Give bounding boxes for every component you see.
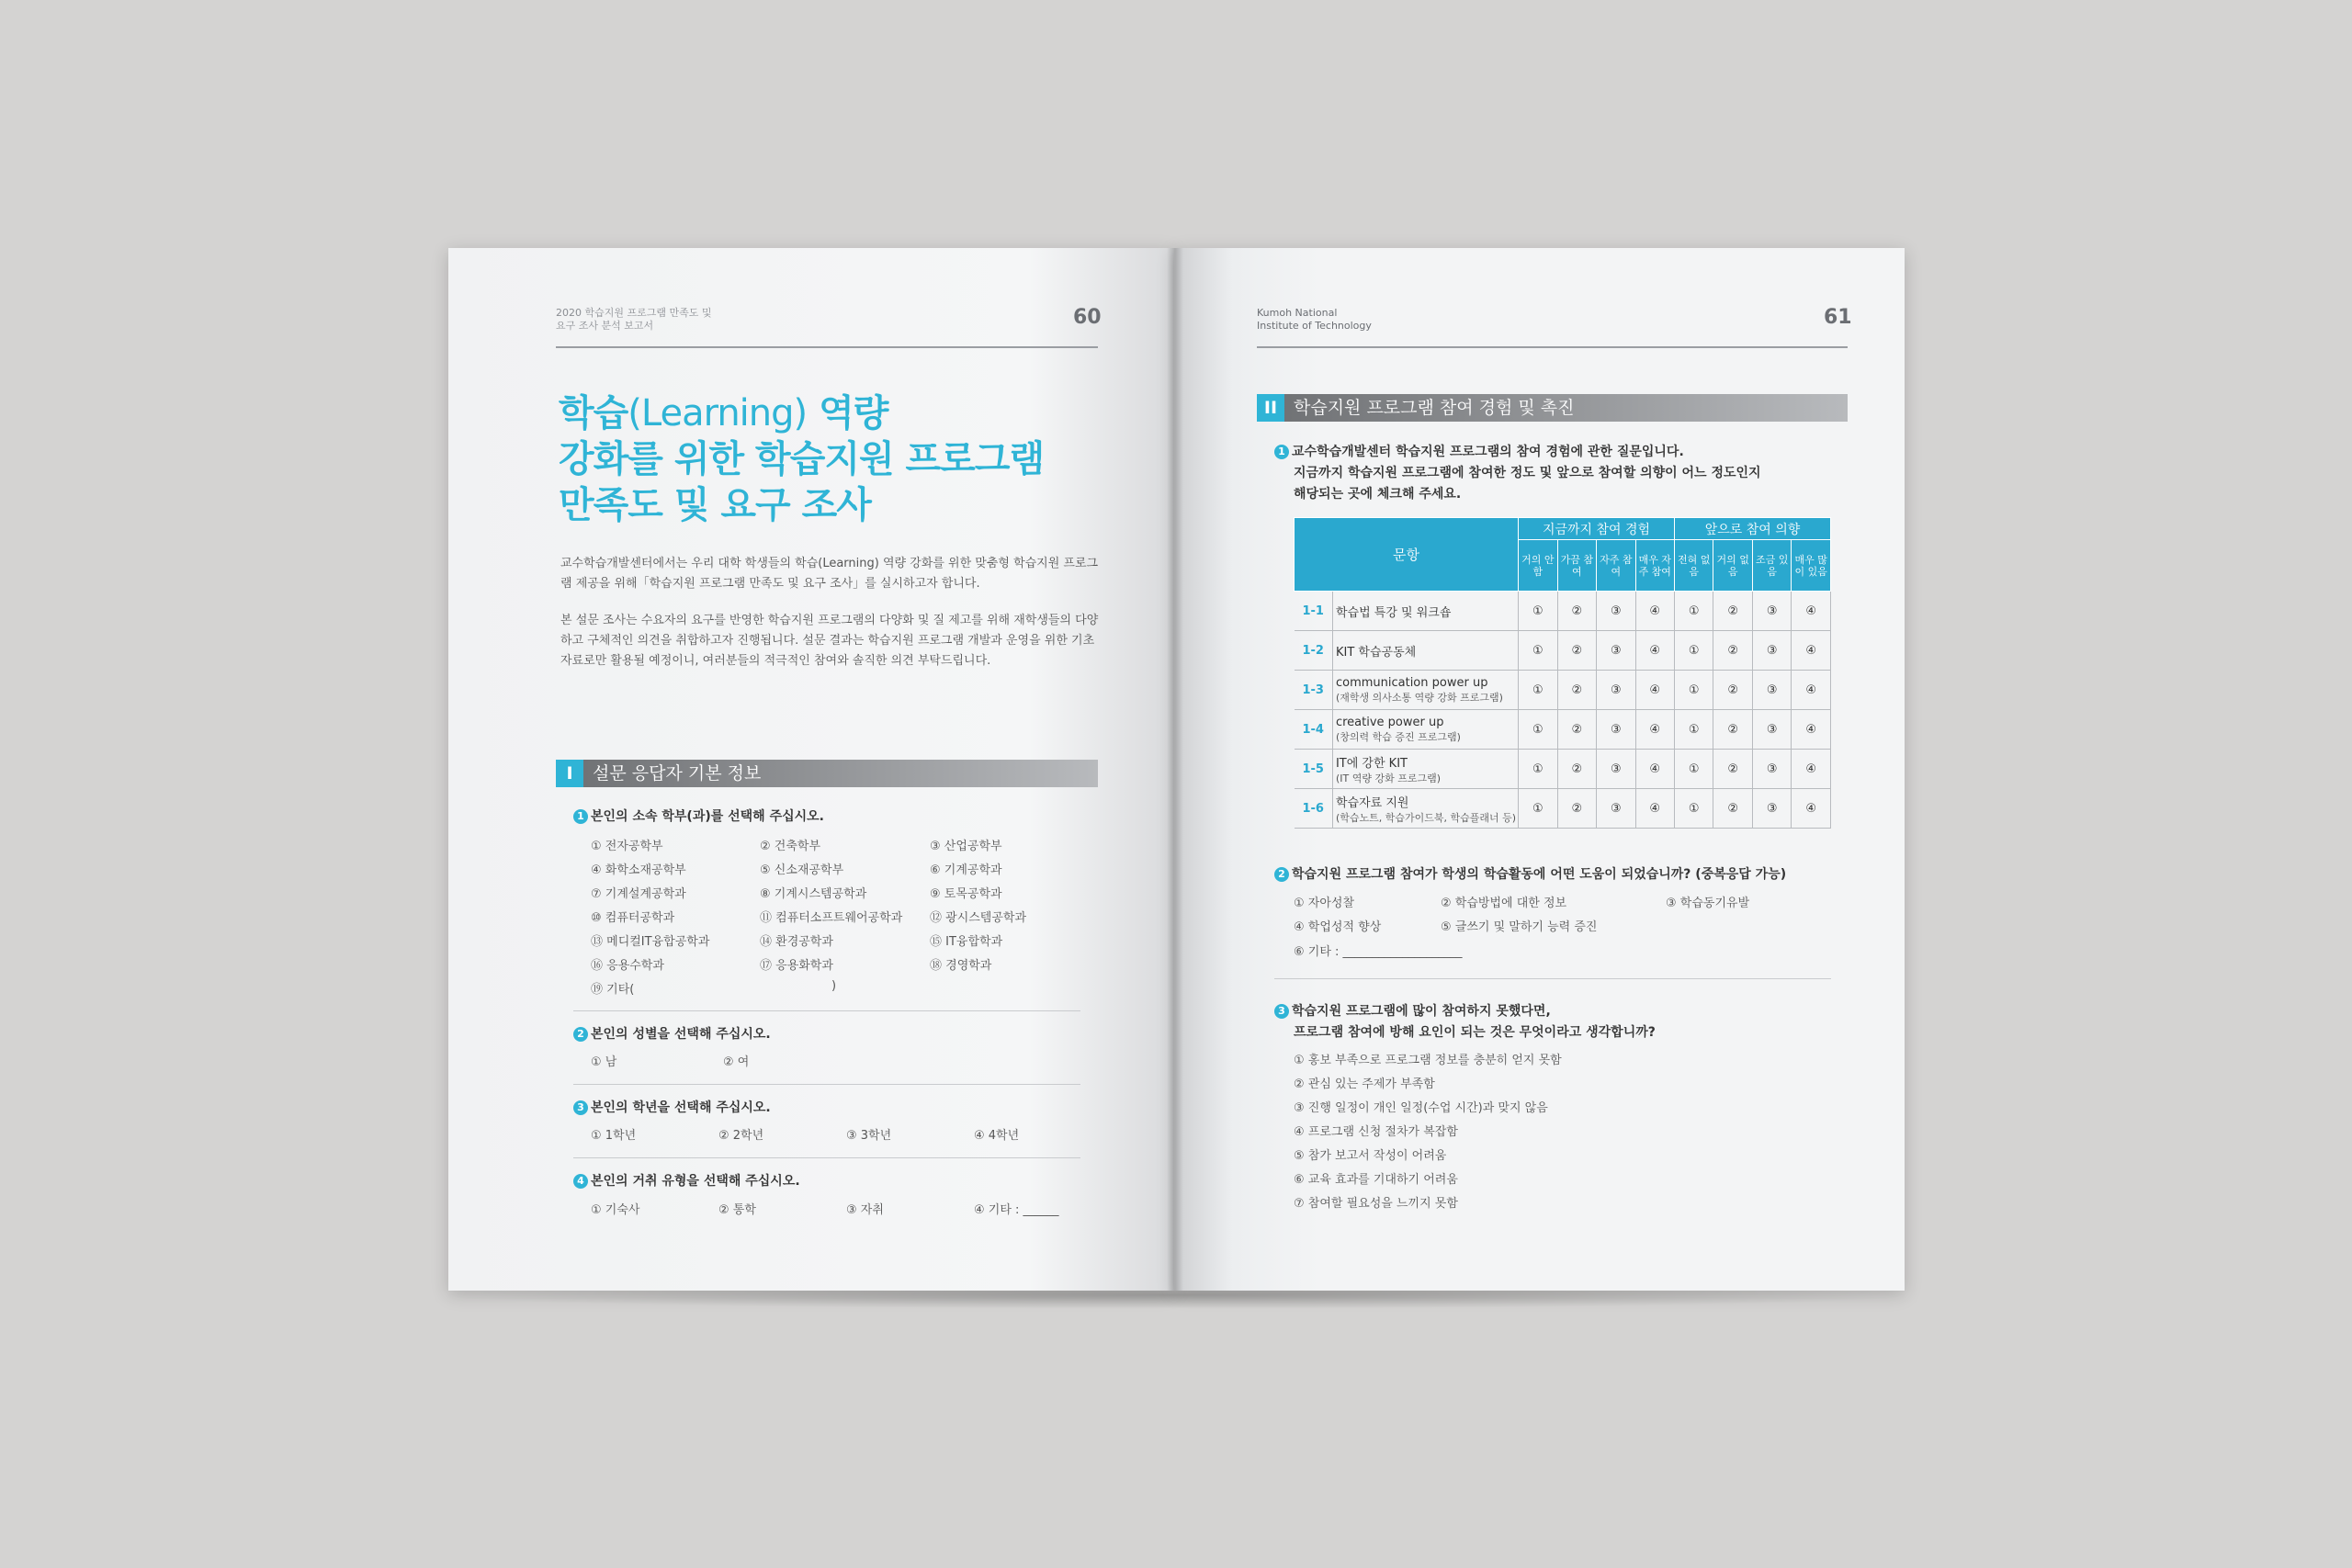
- row-id: 1-3: [1295, 671, 1333, 710]
- help-option-3[interactable]: ③ 학습동기유발: [1666, 897, 1750, 910]
- rating-option[interactable]: ②: [1713, 671, 1752, 710]
- rating-option[interactable]: ②: [1713, 710, 1752, 750]
- rating-option[interactable]: ①: [1675, 592, 1713, 631]
- residence-option-dorm[interactable]: ① 기숙사: [591, 1203, 640, 1217]
- row-item-note: (IT 역량 강화 프로그램): [1335, 772, 1442, 784]
- department-option[interactable]: ⑮ IT융합학과: [930, 935, 1003, 949]
- rating-option[interactable]: ①: [1519, 710, 1557, 750]
- table-subheader: 가끔 참여: [1557, 540, 1596, 592]
- separator: [573, 1084, 1080, 1085]
- book-gutter: [1167, 248, 1183, 1291]
- right-running-header: [1257, 307, 1372, 333]
- rating-option[interactable]: ②: [1713, 592, 1752, 631]
- rating-option[interactable]: ④: [1792, 750, 1831, 789]
- right-question-3: [1274, 1001, 1656, 1043]
- department-option[interactable]: ⑤ 신소재공학부: [760, 863, 844, 877]
- department-option[interactable]: ⑨ 토목공학과: [930, 887, 1002, 901]
- table-header-group1: 지금까지 참여 경험: [1519, 518, 1675, 540]
- residence-option-commute[interactable]: ② 통학: [718, 1203, 756, 1217]
- left-question-3-text: 본인의 학년을 선택해 주십시오.: [591, 1100, 771, 1115]
- intro-paragraph-2: 본 설문 조사는 수요자의 요구를 반영한 학습지원 프로그램의 다양화 및 질 제고를 위해 재학생들의 다양하고 구체적인 의견을 취합하고자 진행됩니다. 설문 결과는 학습지원 프로그램 개발과 운영을 위한 기초 자료로만 활용될 예정이니, 여러분들의 적극적인 참여와 솔직한 의견 부탁드립니다.: [560, 614, 1099, 668]
- rating-option[interactable]: ②: [1713, 631, 1752, 671]
- row-item-name: communication power up: [1335, 675, 1488, 690]
- row-id: 1-5: [1295, 750, 1333, 789]
- help-option-4[interactable]: ④ 학업성적 향상: [1294, 920, 1382, 934]
- section-2-title: 학습지원 프로그램 참여 경험 및 촉진: [1294, 398, 1575, 418]
- rating-option[interactable]: ④: [1792, 671, 1831, 710]
- barrier-option[interactable]: ③ 진행 일정이 개인 일정(수업 시간)과 맞지 않음: [1294, 1101, 1548, 1115]
- table-row: [1295, 710, 1831, 750]
- department-option[interactable]: ④ 화학소재공학부: [591, 863, 686, 877]
- question-number-badge: 3: [573, 1100, 588, 1115]
- gender-option-female[interactable]: ② 여: [723, 1055, 750, 1069]
- question-number-badge: 2: [573, 1027, 588, 1042]
- left-header-rule: [556, 346, 1098, 348]
- row-item-note: (창의력 학습 증진 프로그램): [1335, 730, 1461, 743]
- table-row: [1295, 592, 1831, 631]
- table-header-item: 문항: [1295, 518, 1519, 592]
- right-question-3-line1: 학습지원 프로그램에 많이 참여하지 못했다면,: [1292, 1004, 1551, 1019]
- left-question-4: [573, 1171, 800, 1190]
- barrier-option[interactable]: ② 관심 있는 주제가 부족함: [1294, 1077, 1435, 1091]
- participation-table: [1294, 517, 1831, 829]
- row-item-name: 학습법 특강 및 워크숍: [1335, 605, 1452, 620]
- rating-option[interactable]: ①: [1519, 592, 1557, 631]
- row-item: [1332, 592, 1518, 631]
- row-item-name: IT에 강한 KIT: [1335, 756, 1408, 771]
- help-option-other[interactable]: ⑥ 기타 : ____________________: [1294, 945, 1463, 959]
- right-page-number: 61: [1824, 306, 1852, 329]
- rating-option[interactable]: ②: [1557, 671, 1596, 710]
- left-question-3: [573, 1098, 771, 1116]
- department-option-other-close: ): [831, 979, 837, 993]
- row-item: [1332, 710, 1518, 750]
- rating-option[interactable]: ③: [1752, 750, 1791, 789]
- rating-option[interactable]: ④: [1635, 750, 1674, 789]
- department-option[interactable]: ⑦ 기계설계공학과: [591, 887, 686, 901]
- right-question-2-text: 학습지원 프로그램 참여가 학생의 학습활동에 어떤 도움이 되었습니까? (중복응답 가능): [1292, 867, 1787, 882]
- question-number-badge: 1: [573, 809, 588, 824]
- row-item: [1332, 631, 1518, 671]
- row-item-note: (학습노트, 학습가이드북, 학습플래너 등): [1335, 811, 1517, 824]
- rating-option[interactable]: ①: [1519, 671, 1557, 710]
- department-option[interactable]: ⑪ 컴퓨터소프트웨어공학과: [760, 911, 903, 925]
- department-option[interactable]: ⑫ 광시스템공학과: [930, 911, 1027, 925]
- table-subheader: 매우 많이 있음: [1792, 540, 1831, 592]
- section-1-number: I: [556, 760, 583, 787]
- table-row: [1295, 750, 1831, 789]
- right-question-1-line3: 해당되는 곳에 체크해 주세요.: [1294, 487, 1462, 502]
- department-option[interactable]: ⑯ 응용수학과: [591, 959, 664, 973]
- rating-option[interactable]: ④: [1792, 710, 1831, 750]
- rating-option[interactable]: ②: [1557, 789, 1596, 829]
- department-option[interactable]: ② 건축학부: [760, 840, 821, 853]
- rating-option[interactable]: ③: [1597, 631, 1635, 671]
- grade-option-4[interactable]: ④ 4학년: [974, 1129, 1020, 1143]
- rating-option[interactable]: ②: [1557, 631, 1596, 671]
- row-item-name: creative power up: [1335, 715, 1444, 729]
- section-2-bar: [1257, 394, 1848, 422]
- title-part-c: 역량: [807, 392, 888, 434]
- question-number-badge: 4: [573, 1174, 588, 1189]
- title-line2: 강화를 위한 학습지원 프로그램: [559, 438, 1045, 480]
- department-option[interactable]: ⑱ 경영학과: [930, 959, 992, 973]
- barrier-option[interactable]: ① 홍보 부족으로 프로그램 정보를 충분히 얻지 못함: [1294, 1054, 1562, 1067]
- row-item-name: 학습자료 지원: [1335, 795, 1409, 810]
- help-option-2[interactable]: ② 학습방법에 대한 정보: [1441, 897, 1567, 910]
- table-subheader: 자주 참여: [1597, 540, 1635, 592]
- right-question-1: [1274, 442, 1761, 505]
- department-option[interactable]: ⑥ 기계공학과: [930, 863, 1002, 877]
- row-item: [1332, 789, 1518, 829]
- table-subheader: 거의 안함: [1519, 540, 1557, 592]
- left-header-line2: 요구 조사 분석 보고서: [556, 320, 654, 332]
- residence-option-self[interactable]: ③ 자취: [846, 1203, 884, 1217]
- separator: [573, 1157, 1080, 1158]
- left-question-4-text: 본인의 거취 유형을 선택해 주십시오.: [591, 1174, 800, 1189]
- help-option-5[interactable]: ⑤ 글쓰기 및 말하기 능력 증진: [1441, 920, 1598, 934]
- rating-option[interactable]: ③: [1752, 671, 1791, 710]
- separator: [1274, 978, 1831, 979]
- right-question-1-line2: 지금까지 학습지원 프로그램에 참여한 정도 및 앞으로 참여할 의향이 어느 정도인지: [1294, 466, 1761, 480]
- department-option[interactable]: ⑩ 컴퓨터공학과: [591, 911, 675, 925]
- table-row: [1295, 789, 1831, 829]
- rating-option[interactable]: ①: [1675, 750, 1713, 789]
- residence-option-other[interactable]: ④ 기타 : ______: [974, 1203, 1059, 1217]
- rating-option[interactable]: ①: [1675, 710, 1713, 750]
- left-question-1-text: 본인의 소속 학부(과)를 선택해 주십시오.: [591, 809, 824, 824]
- barrier-option[interactable]: ⑤ 참가 보고서 작성이 어려움: [1294, 1149, 1447, 1163]
- row-id: 1-2: [1295, 631, 1333, 671]
- department-option[interactable]: ⑧ 기계시스템공학과: [760, 887, 867, 901]
- right-header-rule: [1257, 346, 1848, 348]
- right-header-line1: Kumoh National: [1257, 307, 1338, 319]
- row-id: 1-1: [1295, 592, 1333, 631]
- barrier-option[interactable]: ⑥ 교육 효과를 기대하기 어려움: [1294, 1173, 1458, 1187]
- rating-option[interactable]: ②: [1557, 750, 1596, 789]
- rating-option[interactable]: ①: [1675, 789, 1713, 829]
- right-question-2: [1274, 864, 1786, 883]
- rating-option[interactable]: ③: [1752, 631, 1791, 671]
- left-question-2: [573, 1024, 771, 1043]
- department-option-other[interactable]: ⑲ 기타(: [591, 983, 635, 997]
- rating-option[interactable]: ③: [1597, 750, 1635, 789]
- right-question-1-line1: 교수학습개발센터 학습지원 프로그램의 참여 경험에 관한 질문입니다.: [1292, 445, 1684, 459]
- left-running-header: [556, 307, 712, 333]
- right-question-3-line2: 프로그램 참여에 방해 요인이 되는 것은 무엇이라고 생각합니까?: [1294, 1025, 1656, 1040]
- rating-option[interactable]: ④: [1635, 671, 1674, 710]
- rating-option[interactable]: ④: [1792, 789, 1831, 829]
- question-number-badge: 1: [1274, 445, 1289, 459]
- rating-option[interactable]: ①: [1519, 631, 1557, 671]
- rating-option[interactable]: ③: [1752, 789, 1791, 829]
- grade-option-2[interactable]: ② 2학년: [718, 1129, 764, 1143]
- rating-option[interactable]: ③: [1597, 710, 1635, 750]
- question-number-badge: 2: [1274, 867, 1289, 882]
- department-option[interactable]: ⑭ 환경공학과: [760, 935, 833, 949]
- table-subheader: 매우 자주 참여: [1635, 540, 1674, 592]
- rating-option[interactable]: ②: [1713, 789, 1752, 829]
- rating-option[interactable]: ③: [1597, 671, 1635, 710]
- barrier-option[interactable]: ⑦ 참여할 필요성을 느끼지 못함: [1294, 1197, 1458, 1211]
- table-subheader: 전혀 없음: [1675, 540, 1713, 592]
- rating-option[interactable]: ①: [1519, 750, 1557, 789]
- left-header-line1: 2020 학습지원 프로그램 만족도 및: [556, 307, 712, 319]
- department-option[interactable]: ⑬ 메디컬IT융합공학과: [591, 935, 710, 949]
- rating-option[interactable]: ③: [1597, 789, 1635, 829]
- department-option[interactable]: ⑰ 응용화학과: [760, 959, 833, 973]
- separator: [573, 1010, 1080, 1011]
- rating-option[interactable]: ①: [1675, 631, 1713, 671]
- title-part-a: 학습: [559, 392, 628, 434]
- table-header-group2: 앞으로 참여 의향: [1675, 518, 1831, 540]
- rating-option[interactable]: ④: [1635, 631, 1674, 671]
- rating-option[interactable]: ①: [1675, 671, 1713, 710]
- rating-option[interactable]: ④: [1635, 789, 1674, 829]
- section-1-bar: [556, 760, 1098, 787]
- department-option[interactable]: ① 전자공학부: [591, 840, 663, 853]
- rating-option[interactable]: ②: [1557, 592, 1596, 631]
- help-option-1[interactable]: ① 자아성찰: [1294, 897, 1355, 910]
- rating-option[interactable]: ④: [1792, 592, 1831, 631]
- intro-paragraph-1: 교수학습개발센터에서는 우리 대학 학생들의 학습(Learning) 역량 강화를 위한 맞춤형 학습지원 프로그램 제공을 위해「학습지원 프로그램 만족도 및 요구 조사」를 실시하고자 합니다.: [560, 557, 1099, 591]
- table-row: [1295, 631, 1831, 671]
- rating-option[interactable]: ③: [1752, 710, 1791, 750]
- section-1-title: 설문 응답자 기본 정보: [593, 763, 762, 784]
- row-item-note: (재학생 의사소통 역량 강화 프로그램): [1335, 691, 1503, 704]
- title-part-b: (Learning): [628, 392, 808, 434]
- page-title: [559, 390, 1044, 528]
- table-subheader: 조금 있음: [1752, 540, 1791, 592]
- row-id: 1-4: [1295, 710, 1333, 750]
- table-row: [1295, 671, 1831, 710]
- left-question-2-text: 본인의 성별을 선택해 주십시오.: [591, 1027, 771, 1042]
- row-item-name: KIT 학습공동체: [1335, 645, 1417, 660]
- department-option[interactable]: ③ 산업공학부: [930, 840, 1002, 853]
- row-item: [1332, 671, 1518, 710]
- rating-option[interactable]: ④: [1635, 592, 1674, 631]
- barrier-option[interactable]: ④ 프로그램 신청 절차가 복잡함: [1294, 1125, 1458, 1139]
- rating-option[interactable]: ②: [1557, 710, 1596, 750]
- rating-option[interactable]: ③: [1752, 592, 1791, 631]
- question-number-badge: 3: [1274, 1004, 1289, 1019]
- section-2-number: II: [1257, 394, 1284, 422]
- left-page-number: 60: [1073, 306, 1102, 329]
- table-subheader: 거의 없음: [1713, 540, 1752, 592]
- title-line3: 만족도 및 요구 조사: [559, 484, 871, 526]
- rating-option[interactable]: ①: [1519, 789, 1557, 829]
- right-header-line2: Institute of Technology: [1257, 320, 1372, 332]
- rating-option[interactable]: ②: [1713, 750, 1752, 789]
- grade-option-1[interactable]: ① 1학년: [591, 1129, 637, 1143]
- row-id: 1-6: [1295, 789, 1333, 829]
- row-item: [1332, 750, 1518, 789]
- gender-option-male[interactable]: ① 남: [591, 1055, 617, 1069]
- rating-option[interactable]: ④: [1792, 631, 1831, 671]
- left-question-1: [573, 807, 824, 825]
- rating-option[interactable]: ④: [1635, 710, 1674, 750]
- rating-option[interactable]: ③: [1597, 592, 1635, 631]
- grade-option-3[interactable]: ③ 3학년: [846, 1129, 892, 1143]
